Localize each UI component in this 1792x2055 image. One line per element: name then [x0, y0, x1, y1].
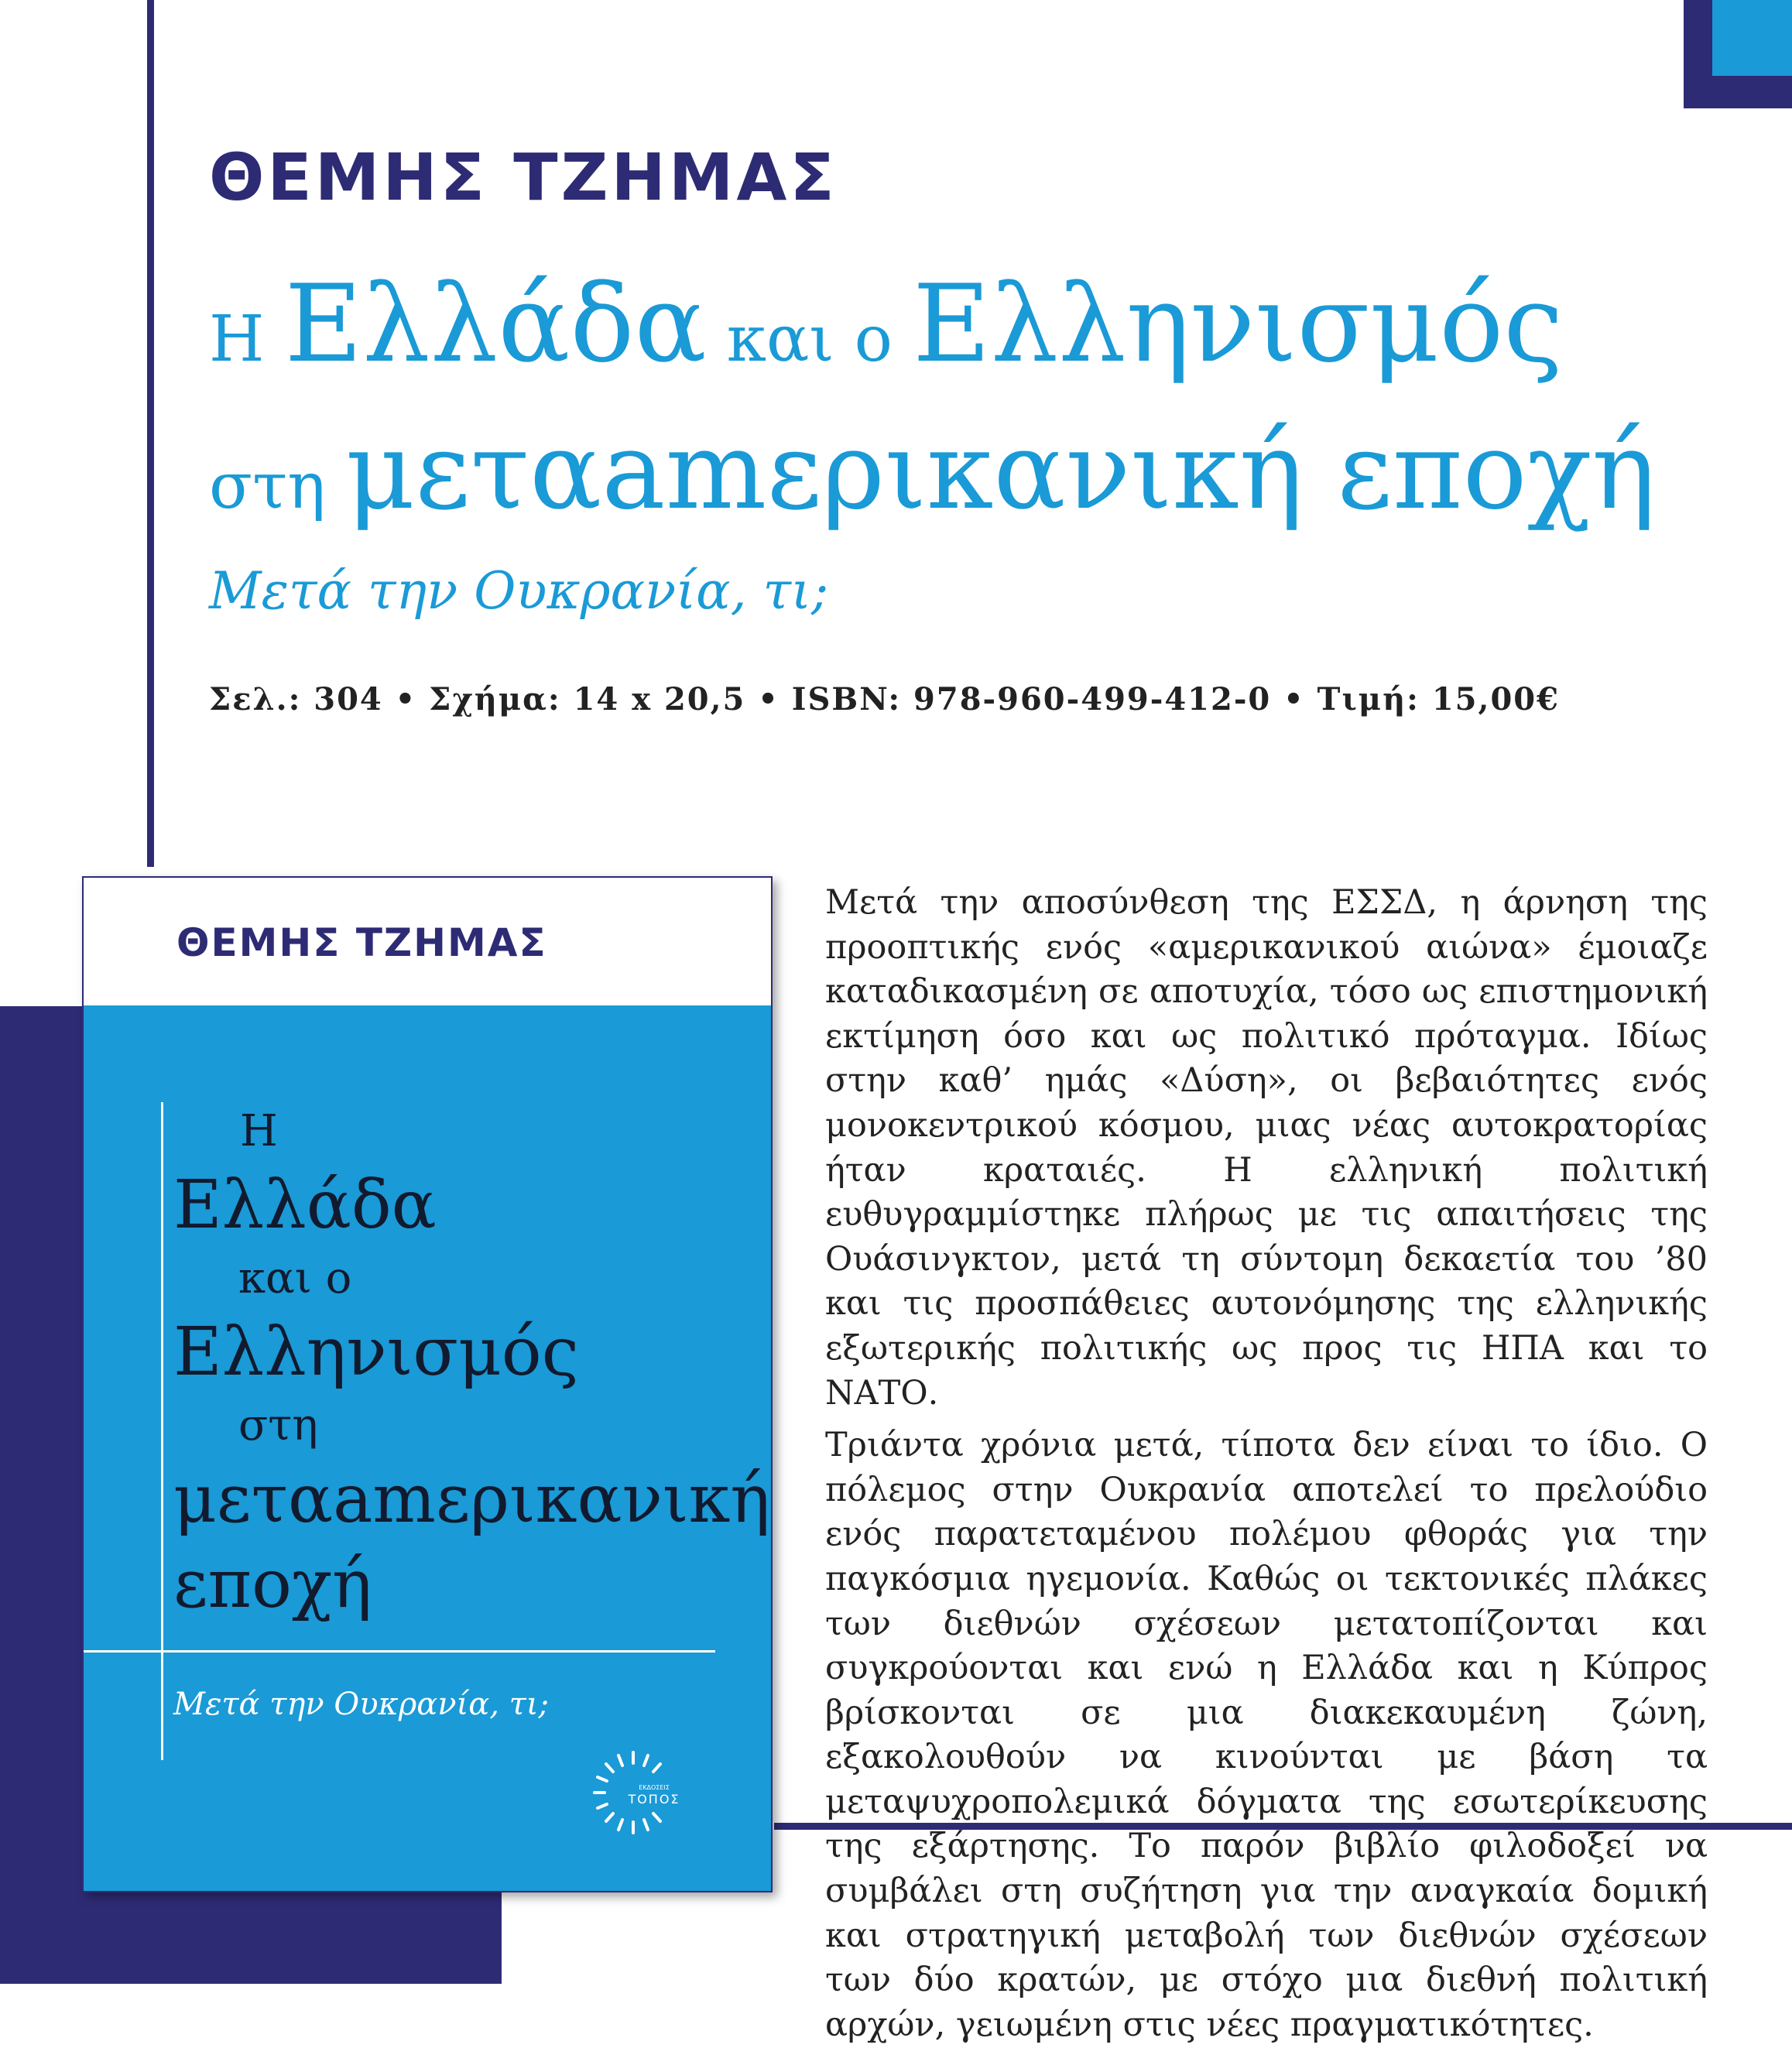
book-cover — [82, 876, 773, 1892]
corner-cyan-square — [1712, 0, 1792, 76]
title-word-metaamerikaniki: μεταamερικανική εποχή — [345, 409, 1656, 533]
book-title-line-1 — [209, 262, 1564, 386]
cover-subtitle: Μετά την Ουκρανία, τι; — [173, 1687, 549, 1722]
cover-title-line-5: στη — [238, 1400, 318, 1450]
publisher-name: ΤΟΠΟΣ — [628, 1792, 680, 1807]
description-paragraph-2: Τριάντα χρόνια μετά, τίποτα δεν είναι το ίδιο. Ο πόλεμος στην Ουκρανία αποτελεί το πρελούδιο ενός παρατεταμένου πολέμου φθοράς για την παγκόσμια ηγεμονία. Καθώς οι τεκτονικές πλάκες των διεθνών σχέσεων μετατοπίζονται και συγκρούονται και ενώ η Ελλάδα και η Κύπρος βρίσκονται σε μια διακεκαυμένη ζώνη, εξακολουθούν να κινούνται με βάση τα μεταψυχροπολεμικά δόγματα της εσωτερίκευσης της εξάρτησης. Το παρόν βιβλίο φιλοδοξεί να συμβάλει στη συζήτηση για την αναγκαία δομική και στρατηγική μεταβολή των διεθνών σχέσεων των δύο κρατών, με στόχο μια διεθνή πολιτική αρχών, γειωμένη στις νέες πραγματικότητες. — [825, 1426, 1708, 2044]
author-name: ΘΕΜΗΣ ΤΖΗΜΑΣ — [209, 139, 838, 215]
cover-vertical-line — [161, 1102, 163, 1760]
cover-title-line-1: Η — [240, 1106, 278, 1156]
cover-title-line-6: μεταamερικανική — [173, 1461, 770, 1538]
book-title-line-2 — [209, 409, 1656, 533]
cover-horizontal-line — [84, 1650, 715, 1653]
book-specs: Σελ.: 304 • Σχήμα: 14 x 20,5 • ISBN: 978-960-499-412-0 • Τιμή: 15,00€ — [209, 681, 1560, 718]
title-word-ellinismos: Ελληνισμός — [913, 262, 1564, 386]
cover-title-line-3: και ο — [238, 1253, 352, 1303]
title-word-h: Η — [209, 303, 285, 376]
cover-title-line-4: Ελληνισμός — [173, 1313, 579, 1391]
sunburst-logo-icon — [583, 1745, 684, 1845]
left-vertical-rule — [147, 0, 154, 867]
description-paragraph-1: Μετά την αποσύνθεση της ΕΣΣΔ, η άρνηση της προοπτικής ενός «αμερικανικού αιώνα» έμοιαζε καταδικασμένη σε αποτυχία, τόσο ως επιστημονική εκτίμηση όσο και ως πολιτικό πρόταγμα. Ιδίως στην καθ’ ημάς «Δύση», οι βεβαιότητες ενός μονοκεντρικού κόσμου, μιας νέας αυτοκρατορίας ήταν κραταιές. Η ελληνική πολιτική ευθυγραμμίστηκε πλήρως με τις απαιτήσεις της Ουάσινγκτον, μετά τη σύντομη δεκαετία του ’80 και τις προσπάθειες αυτονόμησης της ελληνικής εξωτερικής πολιτικής ως προς τις ΗΠΑ και το ΝΑΤΟ. — [825, 883, 1708, 1413]
cover-title-line-7: εποχή — [173, 1546, 372, 1623]
cover-author: ΘΕΜΗΣ ΤΖΗΜΑΣ — [176, 920, 547, 965]
publisher-small-label: ΕΚΔΟΣΕΙΣ — [639, 1784, 670, 1791]
book-description — [825, 881, 1708, 2055]
book-subtitle: Μετά την Ουκρανία, τι; — [209, 561, 829, 621]
title-word-sti: στη — [209, 450, 346, 523]
title-word-ellada: Ελλάδα — [284, 262, 707, 386]
title-word-kai-o: και ο — [706, 303, 913, 376]
cover-title-line-2: Ελλάδα — [173, 1166, 437, 1244]
